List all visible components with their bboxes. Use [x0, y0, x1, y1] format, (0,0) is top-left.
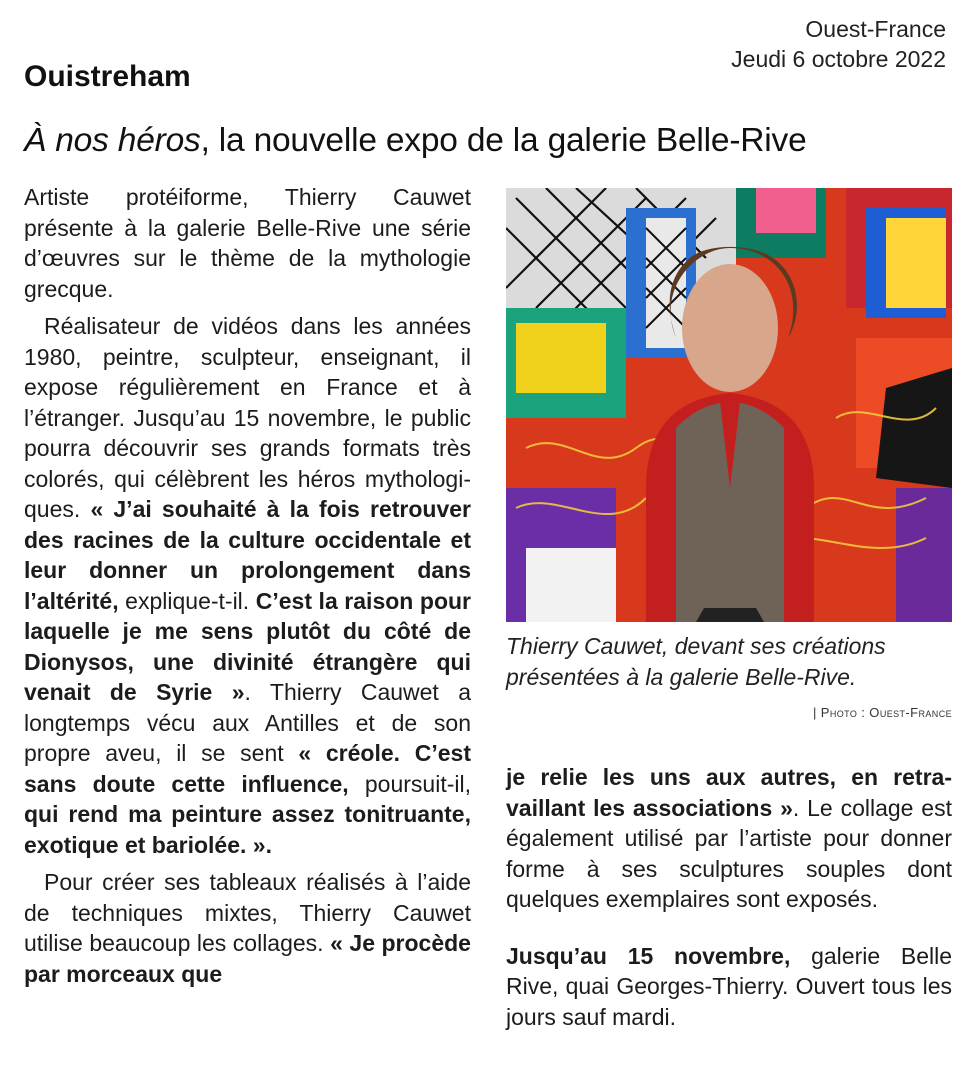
paragraph-intro: Artiste protéiforme, Thierry Cauwet présente à la galerie Belle-Rive une série d’œuvres sur le thème de la mythologie grecque.: [24, 184, 471, 302]
practical-info: [506, 941, 952, 1033]
article-column-1: [24, 182, 471, 989]
quote-run: C’est la raison pour laquelle je me sens plutôt du côté de Dionysos, une divinité étrangère qui venait de Syrie »: [24, 587, 471, 705]
headline-rest: , la nouvelle expo de la galerie Belle-Rive: [200, 122, 807, 159]
text-run: . Le collage est également utilisé par l’artiste pour donner forme à ses sculptures souples dont quelques exemplaires sont exposés.: [506, 794, 952, 912]
text-run: . Thierry Cauwet a longtemps vécu aux Antilles et de son propre aveu, il se sent: [24, 679, 471, 766]
section-title: Ouistreham: [24, 60, 191, 93]
photo-caption: Thierry Cauwet, devant ses créations présentées à la galerie Belle-Rive.: [506, 633, 886, 690]
photo-illustration: [506, 188, 952, 622]
publication-date: Jeudi 6 octobre 2022: [731, 46, 946, 72]
credit-text: Photo : Ouest-France: [820, 705, 952, 720]
quote-run-end: je relie les uns aux autres, en retravaillant les associations »: [506, 764, 952, 821]
article-headline: [24, 122, 807, 160]
quote-run: « J’ai souhaité à la fois retrouver des racines de la culture occidentale et leur donner un prolongement dans l’altérité,: [24, 496, 471, 614]
text-run: poursuit-il,: [348, 770, 471, 797]
credit-prefix: |: [812, 705, 821, 720]
headline-italic: À nos héros: [24, 122, 201, 159]
text-run: Pour créer ses tableaux réalisés à l’aide de techniques mixtes, Thierry Cauwet utilise beaucoup les collages.: [24, 869, 471, 956]
newspaper-name: Ouest-France: [805, 16, 946, 42]
photo-credit: [813, 705, 952, 720]
paragraph-2: [24, 311, 471, 860]
paragraph-3: [24, 867, 471, 989]
quote-run: qui rend ma peinture assez tonitruante, exotique et bariolée. ».: [24, 801, 471, 858]
quote-run-start: « Je procède par morceaux que: [24, 930, 471, 987]
artist-photo: [506, 188, 952, 622]
paragraph-3-continued: [506, 762, 952, 915]
text-run: explique-t-il.: [118, 587, 256, 614]
info-details: galerie Belle Rive, quai Georges-Thierry. Ouvert tous les jours sauf mardi.: [506, 942, 953, 1030]
masthead: [731, 14, 946, 74]
text-run: Réalisateur de vidéos dans les années 1980, peintre, sculpteur, enseignant, il expose régulièrement en France et à l’étranger. Jusqu’au 15 novembre, le public pourra découvrir ses grands formats très colorés, qui célèbrent les héros mythologiques.: [24, 313, 471, 522]
info-dates: Jusqu’au 15 novembre,: [506, 942, 791, 969]
quote-run: « créole. C’est sans doute cette influence,: [24, 740, 471, 797]
article-column-2: [506, 762, 952, 1032]
